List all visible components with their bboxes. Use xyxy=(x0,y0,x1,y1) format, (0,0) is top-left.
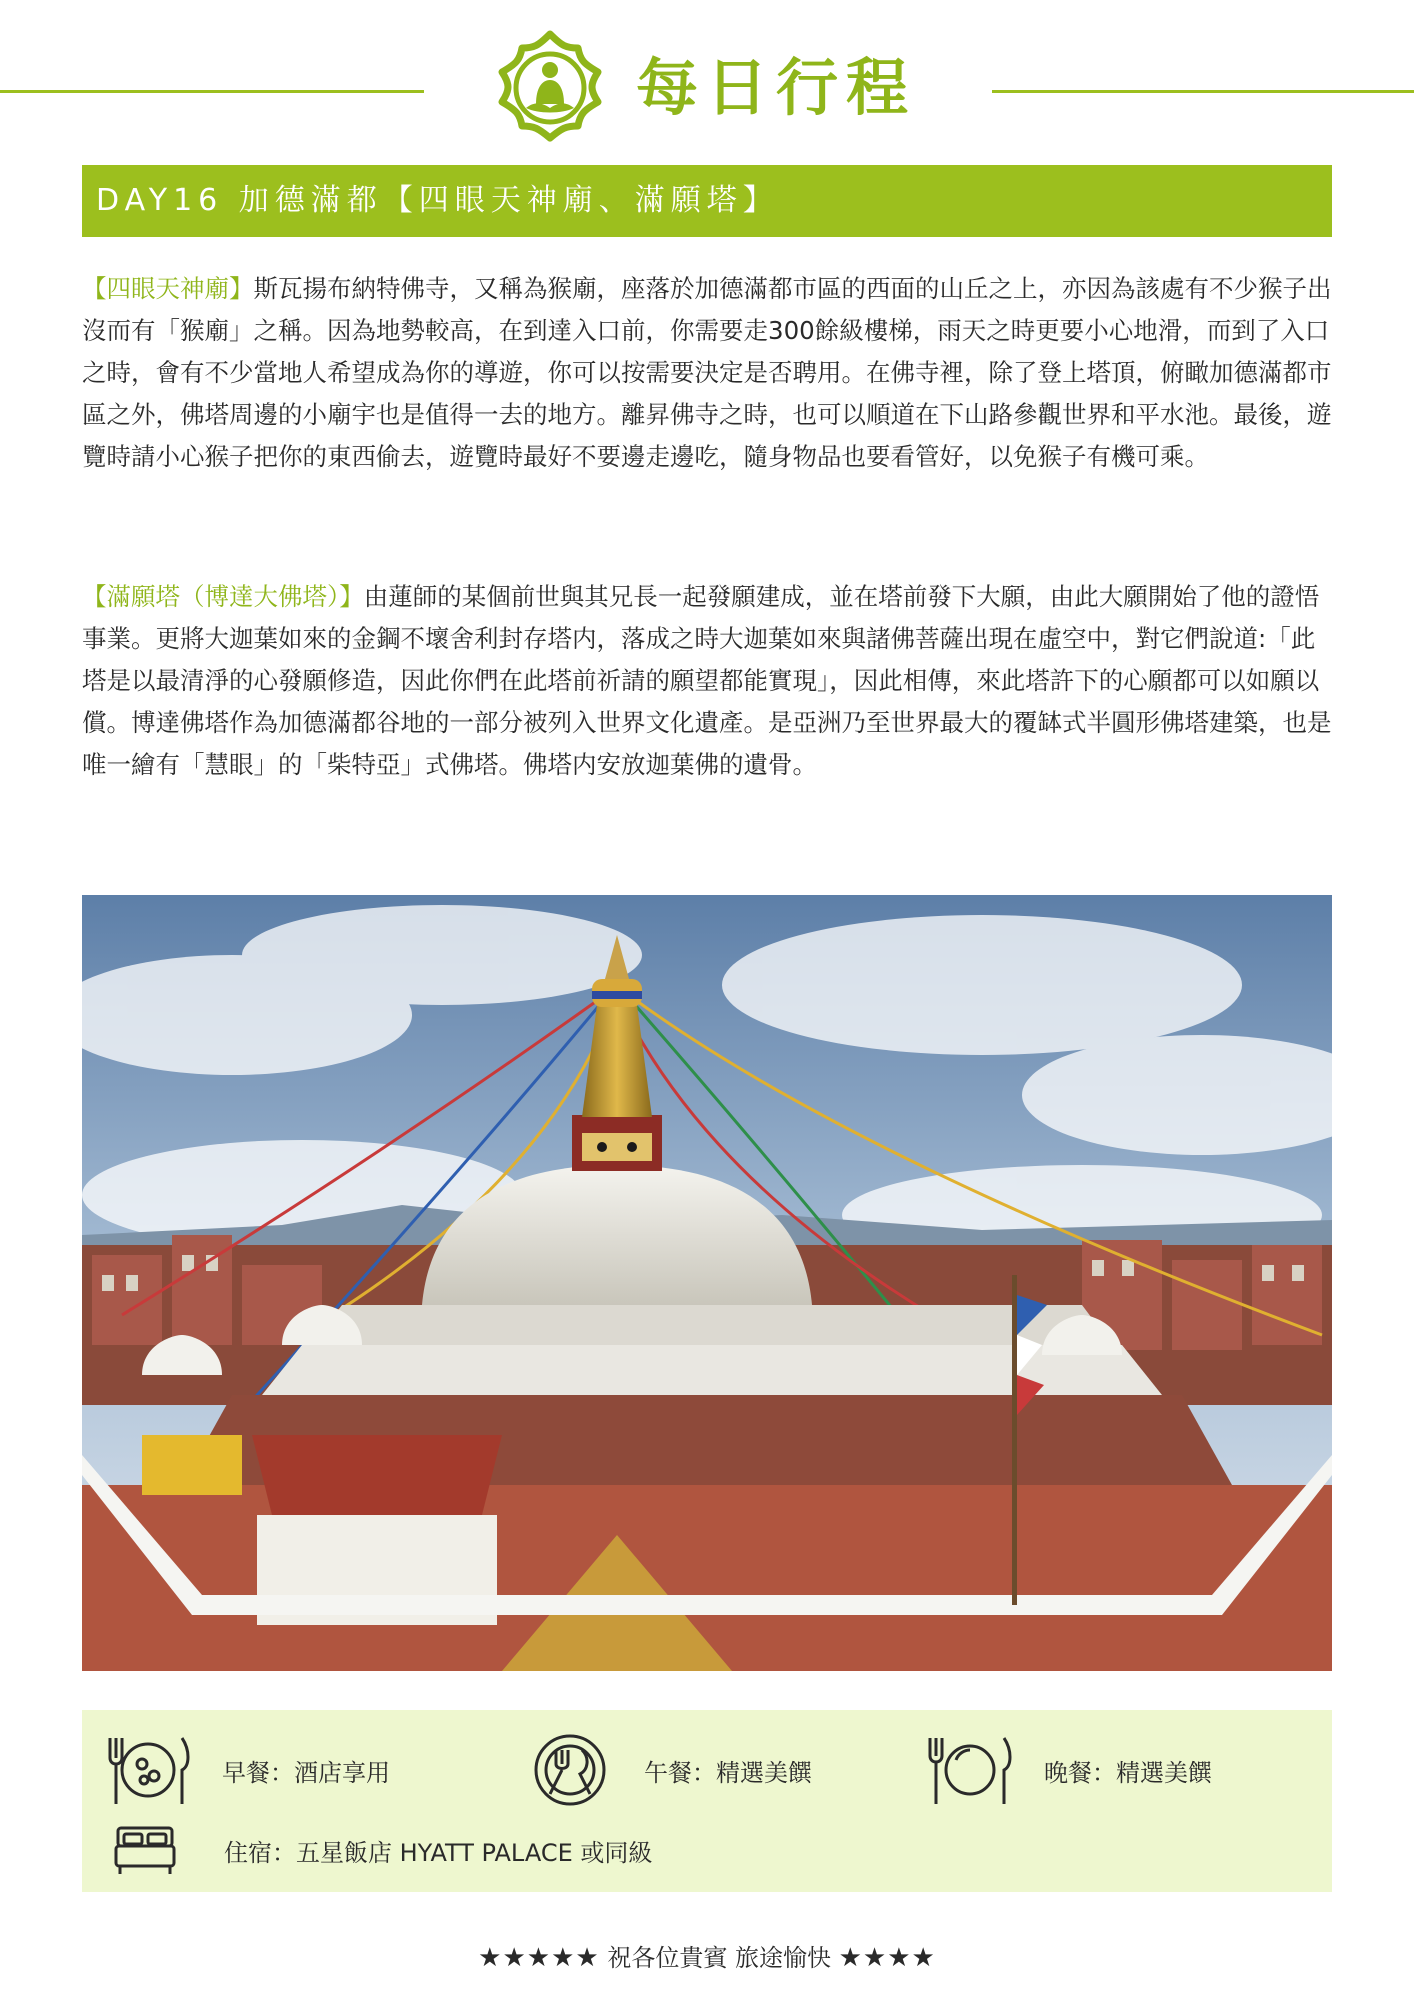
footer-text: 祝各位貴賓 旅途愉快 xyxy=(607,1944,831,1972)
footer-stars-right: ★★★★ xyxy=(838,1943,936,1973)
section-swayambhunath xyxy=(82,268,1336,478)
dinner-plate-icon xyxy=(922,1730,1018,1810)
breakfast-plate-icon xyxy=(100,1730,196,1810)
bed-icon xyxy=(112,1822,178,1878)
footer-stars-left: ★★★★★ xyxy=(478,1943,600,1973)
meal-lunch xyxy=(522,1730,812,1810)
dinner-label: 晚餐：精選美饌 xyxy=(1044,1758,1212,1787)
meal-breakfast xyxy=(100,1730,390,1810)
section-body: 斯瓦揚布納特佛寺，又稱為猴廟，座落於加德滿都市區的西面的山丘之上，亦因為該處有不少猴子出沒而有「猴廟」之稱。因為地勢較高，在到達入口前，你需要走300餘級樓梯，雨天之時更要小心地滑，而到了入口之時，會有不少當地人希望成為你的導遊，你可以按需要決定是否聘用。在佛寺裡，除了登上塔頂，俯瞰加德滿都市區之外，佛塔周邊的小廟宇也是值得一去的地方。離昇佛寺之時，也可以順道在下山路參觀世界和平水池。最後，遊覽時請小心猴子把你的東西偷去，遊覽時最好不要邊走邊吃，隨身物品也要看管好，以免猴子有機可乘。 xyxy=(82,274,1332,471)
meal-dinner xyxy=(922,1730,1212,1810)
section-boudhanath xyxy=(82,576,1336,786)
boudhanath-stupa-photo xyxy=(82,895,1332,1671)
lunch-label: 午餐：精選美饌 xyxy=(644,1758,812,1787)
footer-greeting xyxy=(0,1938,1414,1973)
lunch-plate-icon xyxy=(522,1730,618,1810)
section-heading: 【四眼天神廟】 xyxy=(82,274,254,303)
accommodation xyxy=(112,1822,652,1878)
breakfast-label: 早餐：酒店享用 xyxy=(222,1758,390,1787)
accommodation-label: 住宿：五星飯店 HYATT PALACE 或同級 xyxy=(224,1838,653,1867)
meal-info-box xyxy=(82,1710,1332,1892)
day-banner: DAY16 加德滿都【四眼天神廟、滿願塔】 xyxy=(82,165,1332,237)
lotus-buddha-icon xyxy=(492,28,608,144)
section-body: 由蓮師的某個前世與其兄長一起發願建成，並在塔前發下大願，由此大願開始了他的證悟事業。更將大迦葉如來的金鋼不壞舍利封存塔内，落成之時大迦葉如來與諸佛菩薩出現在虛空中，對它們說道:「此塔是以最清淨的心發願修造，因此你們在此塔前祈請的願望都能實現」，因此相傳，來此塔許下的心願都可以如願以償。博達佛塔作為加德滿都谷地的一部分被列入世界文化遺產。是亞洲乃至世界最大的覆缽式半圓形佛塔建築，也是唯一繪有「慧眼」的「柴特亞」式佛塔。佛塔内安放迦葉佛的遺骨。 xyxy=(82,582,1332,779)
header-line-right xyxy=(992,90,1414,93)
page-title: 每日行程 xyxy=(636,51,917,124)
section-heading: 【滿願塔（博達大佛塔）】 xyxy=(82,582,364,611)
header-line-left xyxy=(0,90,424,93)
